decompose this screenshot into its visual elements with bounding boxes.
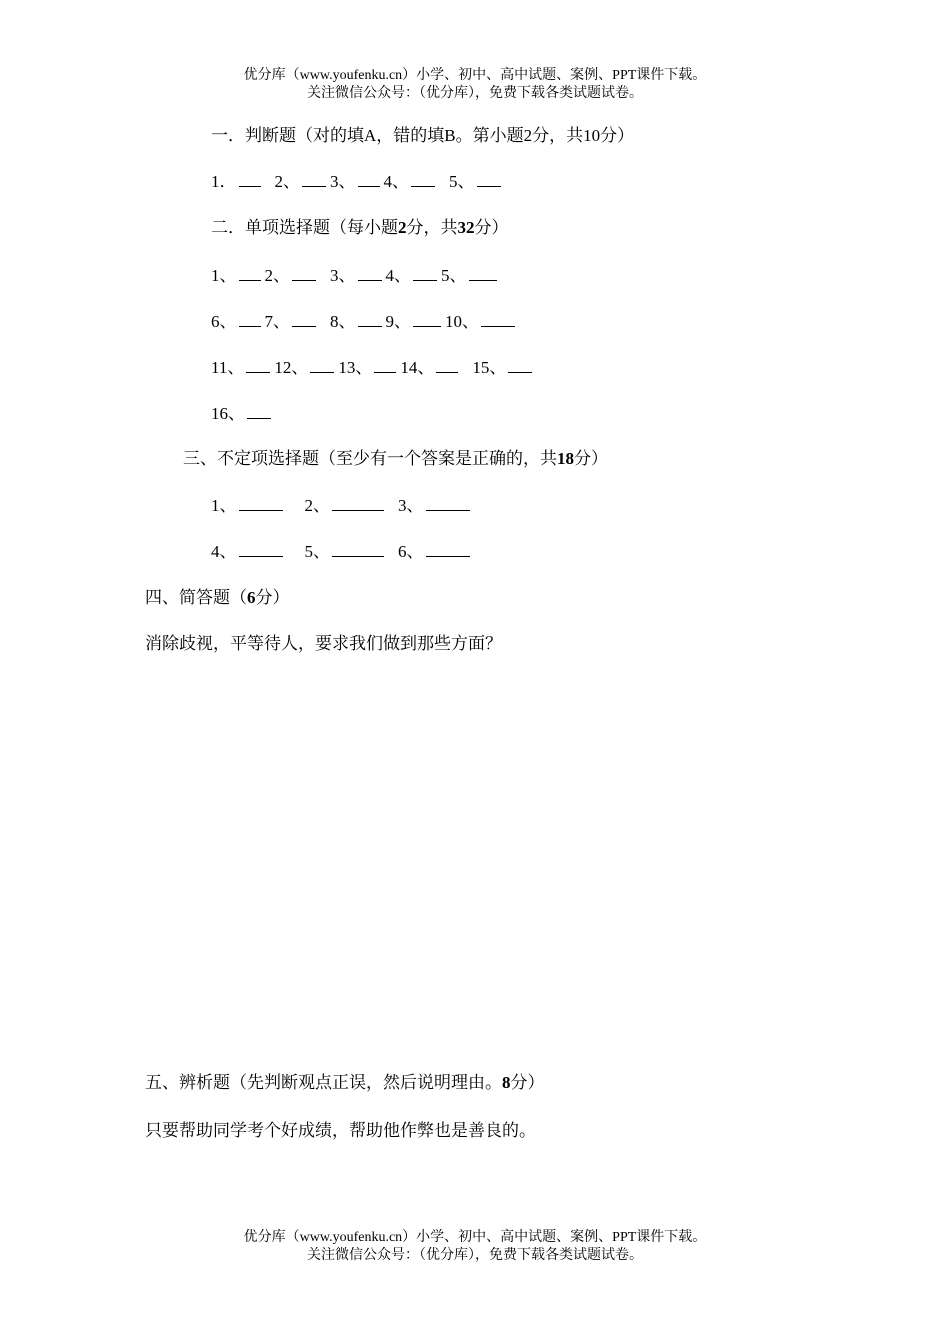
item-label: 5、 bbox=[304, 542, 330, 561]
item-label: 3、 bbox=[330, 172, 356, 191]
item-label: 5、 bbox=[441, 266, 467, 285]
section3-points: 18 bbox=[557, 449, 574, 468]
item-label: 4、 bbox=[211, 542, 237, 561]
footer-line-1: 优分库（www.youfenku.cn）小学、初中、高中试题、案例、PPT课件下载。 bbox=[243, 1230, 707, 1245]
answer-blank[interactable] bbox=[247, 402, 271, 419]
section2-answer-row-2 bbox=[211, 310, 519, 334]
answer-blank[interactable] bbox=[332, 540, 384, 557]
section2-title bbox=[211, 216, 509, 240]
item-label: 9、 bbox=[385, 312, 411, 331]
answer-blank[interactable] bbox=[358, 264, 382, 281]
item-label: 2、 bbox=[274, 172, 300, 191]
item-label: 2、 bbox=[304, 496, 330, 515]
answer-blank[interactable] bbox=[436, 356, 458, 373]
section3-answer-row-2 bbox=[211, 540, 474, 564]
answer-blank[interactable] bbox=[239, 264, 261, 281]
answer-blank[interactable] bbox=[469, 264, 497, 281]
answer-blank[interactable] bbox=[413, 264, 437, 281]
header-line-2: 关注微信公众号：（优分库），免费下载各类试题试卷。 bbox=[307, 86, 643, 101]
section2-points-total: 32 bbox=[457, 218, 475, 237]
section1-title: 一．判断题（对的填A，错的填B。第小题2分，共10分） bbox=[211, 126, 635, 145]
answer-blank[interactable] bbox=[302, 170, 326, 187]
item-label: 14、 bbox=[400, 358, 435, 377]
answer-blank[interactable] bbox=[358, 310, 382, 327]
item-label: 13、 bbox=[338, 358, 373, 377]
answer-blank[interactable] bbox=[332, 494, 384, 511]
answer-blank[interactable] bbox=[411, 170, 435, 187]
item-label: 4、 bbox=[383, 172, 409, 191]
item-label: 6、 bbox=[398, 542, 424, 561]
section5-title-prefix: 五、辨析题（先判断观点正误，然后说明理由。 bbox=[145, 1073, 502, 1092]
section2-title-prefix: 二．单项选择题（每小题 bbox=[211, 218, 398, 237]
item-label: 1． bbox=[211, 172, 237, 191]
answer-blank[interactable] bbox=[239, 310, 261, 327]
answer-blank[interactable] bbox=[292, 264, 316, 281]
section3-answer-row-1 bbox=[211, 494, 474, 518]
section4-title-suffix: 分） bbox=[255, 588, 290, 607]
section4-points: 6 bbox=[247, 588, 256, 607]
answer-blank[interactable] bbox=[239, 494, 283, 511]
section3-title-prefix: 三、不定项选择题（至少有一个答案是正确的，共 bbox=[183, 449, 557, 468]
page-footer bbox=[0, 1229, 950, 1265]
footer-line-2: 关注微信公众号：（优分库），免费下载各类试题试卷。 bbox=[307, 1248, 643, 1263]
answer-blank[interactable] bbox=[508, 356, 532, 373]
section1-answer-row bbox=[211, 170, 505, 194]
item-label: 15、 bbox=[472, 358, 507, 377]
section5-title bbox=[145, 1071, 545, 1095]
answer-blank[interactable] bbox=[426, 540, 470, 557]
answer-blank[interactable] bbox=[374, 356, 396, 373]
item-label: 6、 bbox=[211, 312, 237, 331]
item-label: 11、 bbox=[211, 358, 245, 377]
section2-answer-row-3 bbox=[211, 356, 536, 380]
answer-blank[interactable] bbox=[426, 494, 470, 511]
answer-blank[interactable] bbox=[292, 310, 316, 327]
section5-points: 8 bbox=[502, 1073, 511, 1092]
answer-blank[interactable] bbox=[477, 170, 501, 187]
answer-blank[interactable] bbox=[481, 310, 515, 327]
section3-title bbox=[183, 447, 608, 471]
section2-title-mid: 分，共 bbox=[406, 218, 458, 237]
item-label: 1、 bbox=[211, 266, 237, 285]
answer-blank[interactable] bbox=[413, 310, 441, 327]
section3-title-suffix: 分） bbox=[574, 449, 608, 468]
section2-title-suffix: 分） bbox=[474, 218, 509, 237]
section2-points-each: 2 bbox=[398, 218, 407, 237]
section4-question: 消除歧视，平等待人，要求我们做到那些方面？ bbox=[145, 634, 502, 653]
item-label: 10、 bbox=[445, 312, 479, 331]
section4-title bbox=[145, 586, 290, 610]
item-label: 8、 bbox=[330, 312, 356, 331]
item-label: 12、 bbox=[274, 358, 309, 377]
header-line-1: 优分库（www.youfenku.cn）小学、初中、高中试题、案例、PPT课件下载。 bbox=[243, 68, 707, 83]
item-label: 5、 bbox=[449, 172, 475, 191]
item-label: 4、 bbox=[385, 266, 411, 285]
answer-blank[interactable] bbox=[239, 540, 283, 557]
section2-answer-row-1 bbox=[211, 264, 501, 288]
section2-answer-row-4 bbox=[211, 402, 275, 426]
item-label: 1、 bbox=[211, 496, 237, 515]
item-label: 3、 bbox=[398, 496, 424, 515]
item-label: 2、 bbox=[264, 266, 290, 285]
item-label: 16、 bbox=[211, 404, 245, 423]
item-label: 7、 bbox=[264, 312, 290, 331]
answer-blank[interactable] bbox=[239, 170, 261, 187]
page-header bbox=[0, 67, 950, 103]
section5-title-suffix: 分） bbox=[510, 1073, 545, 1092]
answer-blank[interactable] bbox=[358, 170, 380, 187]
answer-blank[interactable] bbox=[310, 356, 334, 373]
section5-statement: 只要帮助同学考个好成绩，帮助他作弊也是善良的。 bbox=[145, 1121, 536, 1140]
item-label: 3、 bbox=[330, 266, 356, 285]
answer-blank[interactable] bbox=[246, 356, 270, 373]
section4-title-prefix: 四、简答题（ bbox=[145, 588, 247, 607]
